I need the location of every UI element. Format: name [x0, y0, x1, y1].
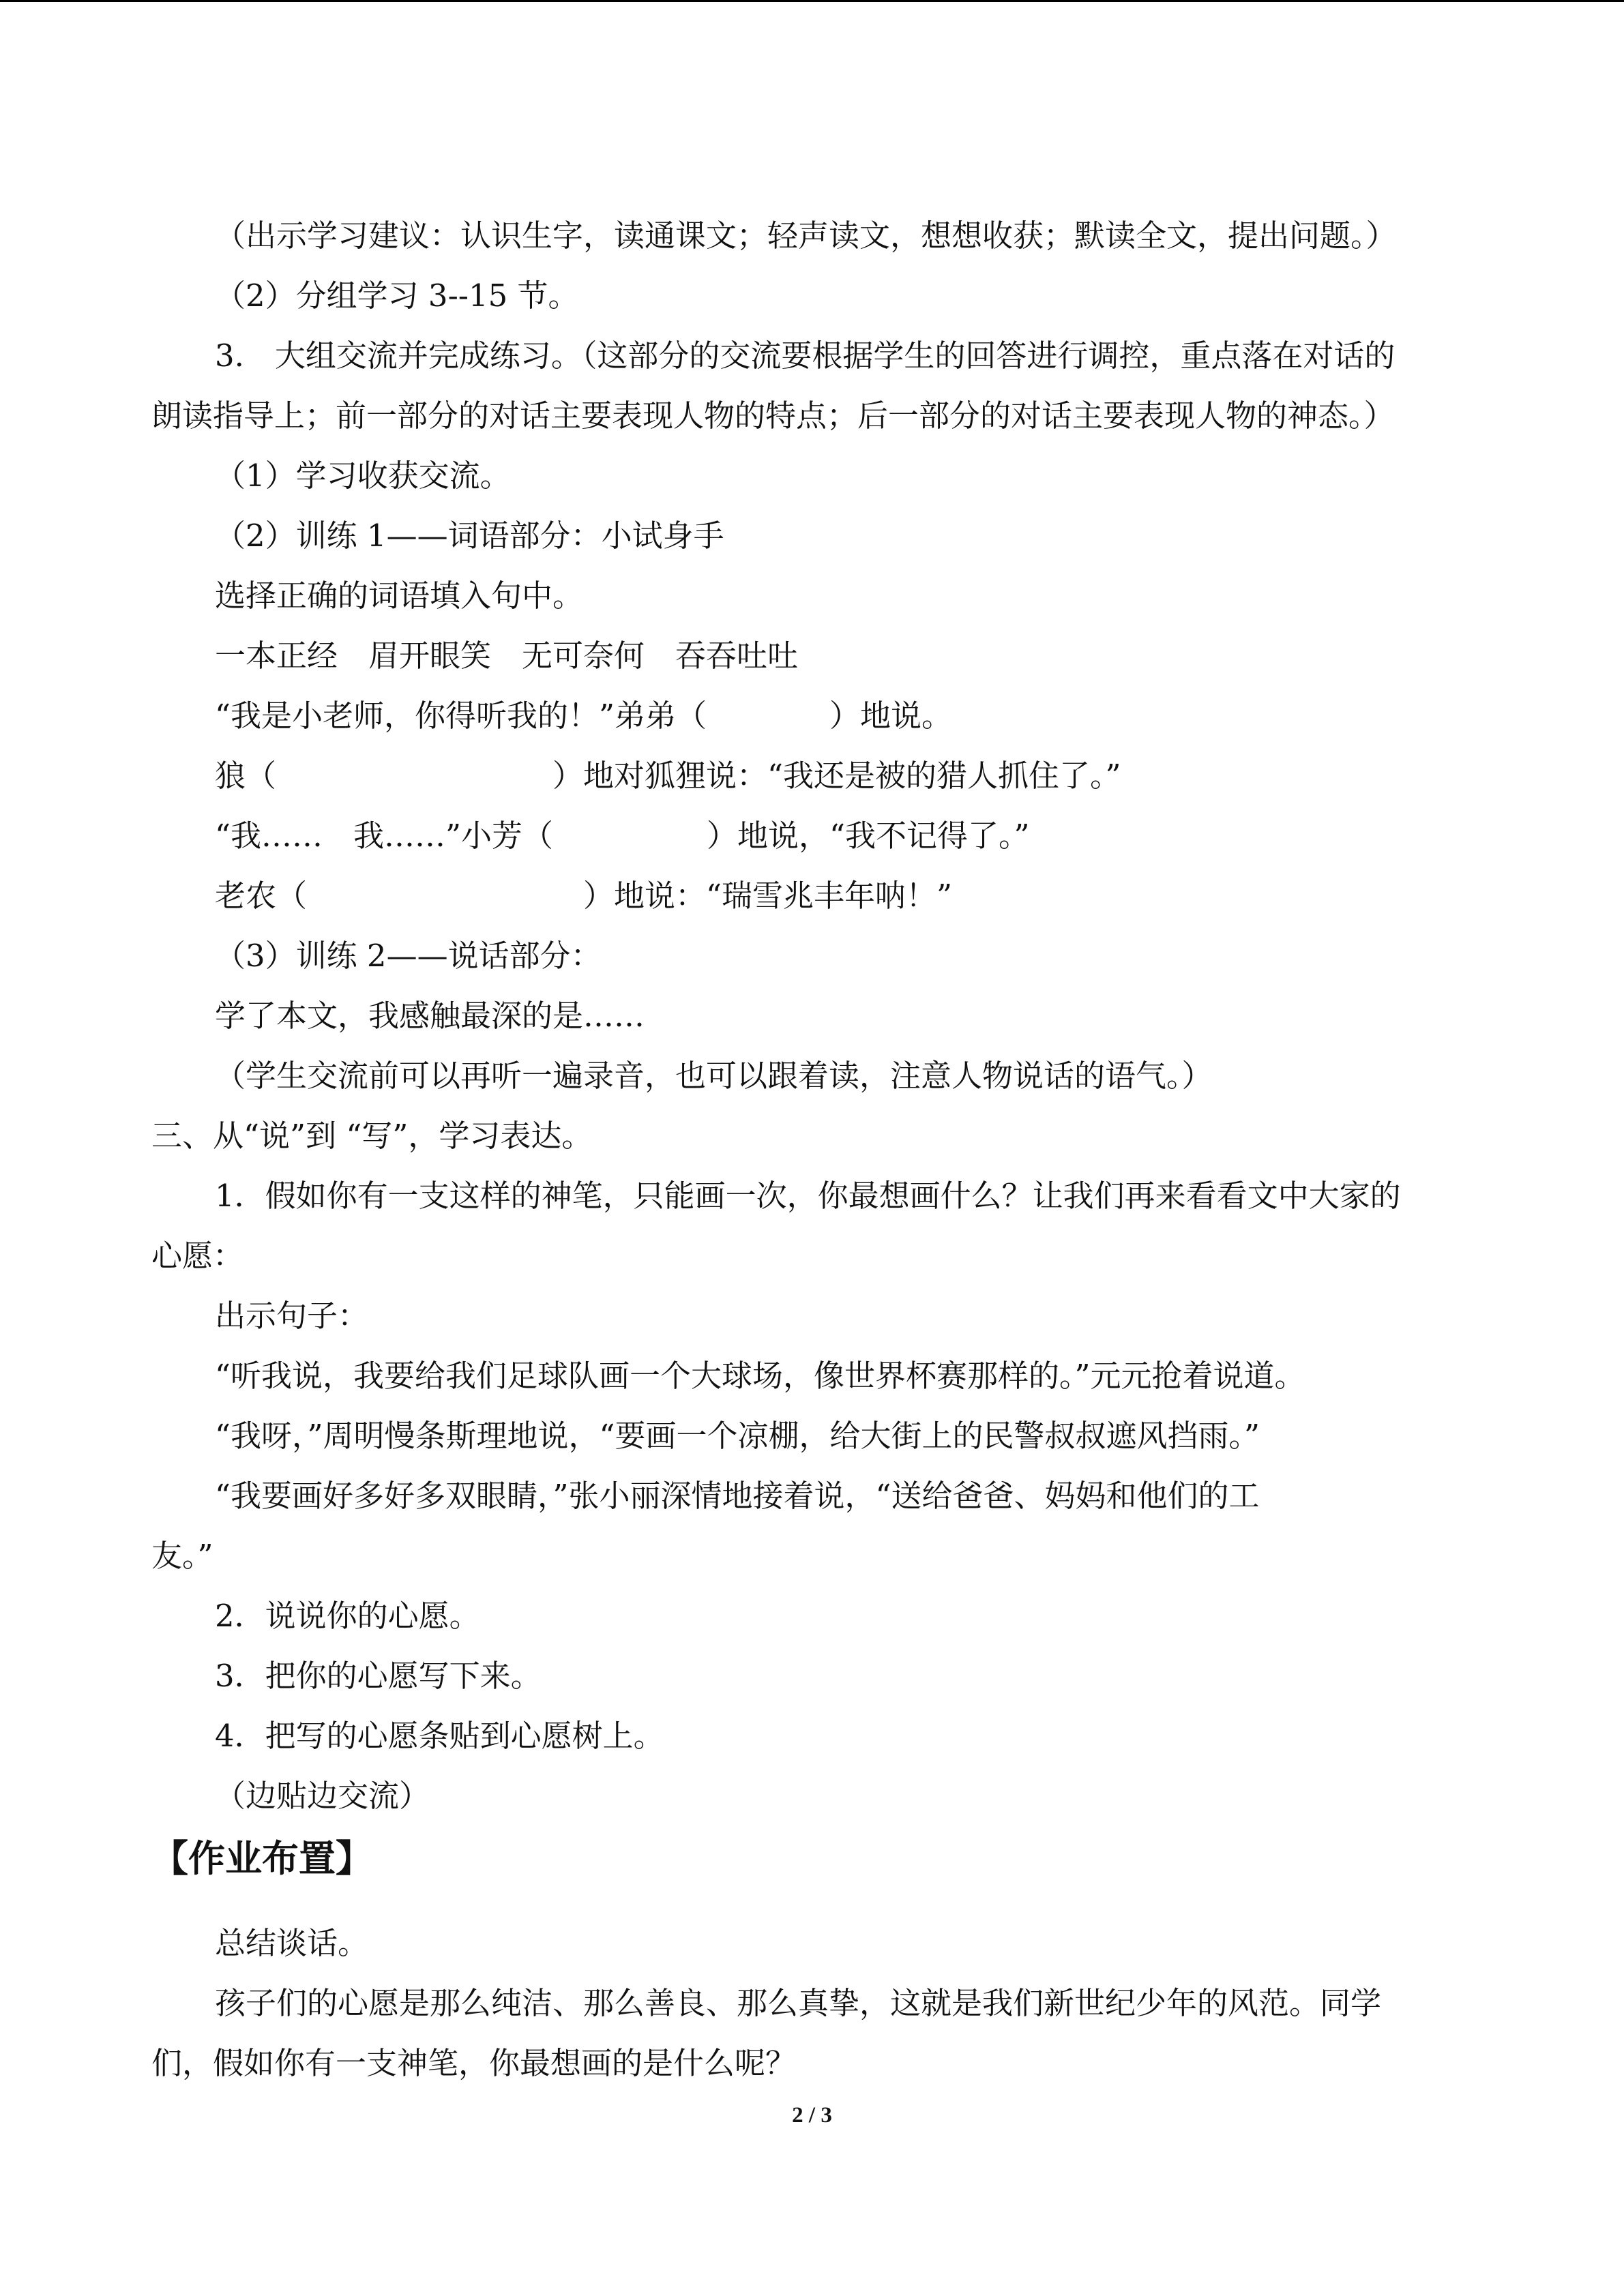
- text-line: （2）分组学习 3--15 节。: [215, 278, 579, 314]
- text-line: 友。”: [151, 1538, 213, 1574]
- text-line: 心愿：: [151, 1238, 244, 1274]
- text-line: （出示学习建议：认识生字，读通课文；轻声读文，想想收获；默读全文，提出问题。）: [215, 218, 1397, 254]
- text-line: 一本正经 眉开眼笑 无可奈何 吞吞吐吐: [215, 638, 799, 674]
- text-line: （3）训练 2——说话部分：: [215, 938, 602, 974]
- text-line: “我…… 我……”小芳（ ）地说，“我不记得了。”: [215, 818, 1030, 854]
- text-line: 孩子们的心愿是那么纯洁、那么善良、那么真挚，这就是我们新世纪少年的风范。同学: [215, 1985, 1382, 2021]
- text-line: （1）学习收获交流。: [215, 458, 511, 494]
- text-line: 3．把你的心愿写下来。: [215, 1658, 542, 1694]
- text-line: 3. 大组交流并完成练习。（这部分的交流要根据学生的回答进行调控，重点落在对话的: [215, 338, 1396, 374]
- section-heading: 【作业布置】: [151, 1837, 372, 1880]
- text-line: 朗读指导上；前一部分的对话主要表现人物的特点；后一部分的对话主要表现人物的神态。）: [151, 398, 1395, 434]
- text-line: 三、从“说”到 “写”，学习表达。: [151, 1118, 593, 1154]
- text-line: （边贴边交流）: [215, 1778, 430, 1814]
- page-number: 2 / 3: [792, 2103, 832, 2128]
- text-line: 2．说说你的心愿。: [215, 1598, 480, 1634]
- text-line: 老农（ ）地说：“瑞雪兆丰年呐！”: [215, 878, 953, 914]
- text-line: （2）训练 1——词语部分：小试身手: [215, 518, 724, 554]
- text-line: 1．假如你有一支这样的神笔，只能画一次，你最想画什么？让我们再来看看文中大家的: [215, 1178, 1401, 1214]
- text-line: 学了本文，我感触最深的是……: [215, 998, 645, 1034]
- text-line: 出示句子：: [215, 1298, 369, 1334]
- text-line: （学生交流前可以再听一遍录音，也可以跟着读，注意人物说话的语气。）: [215, 1058, 1213, 1094]
- text-line: 狼（ ）地对狐狸说：“我还是被的猎人抓住了。”: [215, 758, 1121, 794]
- text-line: “听我说，我要给我们足球队画一个大球场，像世界杯赛那样的。”元元抢着说道。: [215, 1358, 1305, 1394]
- top-border-line: [0, 0, 1624, 2]
- text-line: 总结谈话。: [215, 1925, 369, 1961]
- text-line: “我是小老师，你得听我的！”弟弟（ ）地说。: [215, 698, 953, 734]
- text-line: 们，假如你有一支神笔，你最想画的是什么呢？: [151, 2045, 797, 2081]
- text-line: “我呀，”周明慢条斯理地说，“要画一个凉棚，给大街上的民警叔叔遮风挡雨。”: [215, 1418, 1260, 1454]
- text-line: “我要画好多好多双眼睛，”张小丽深情地接着说，“送给爸爸、妈妈和他们的工: [215, 1478, 1260, 1514]
- text-line: 选择正确的词语填入句中。: [215, 578, 584, 614]
- text-line: 4．把写的心愿条贴到心愿树上。: [215, 1718, 664, 1754]
